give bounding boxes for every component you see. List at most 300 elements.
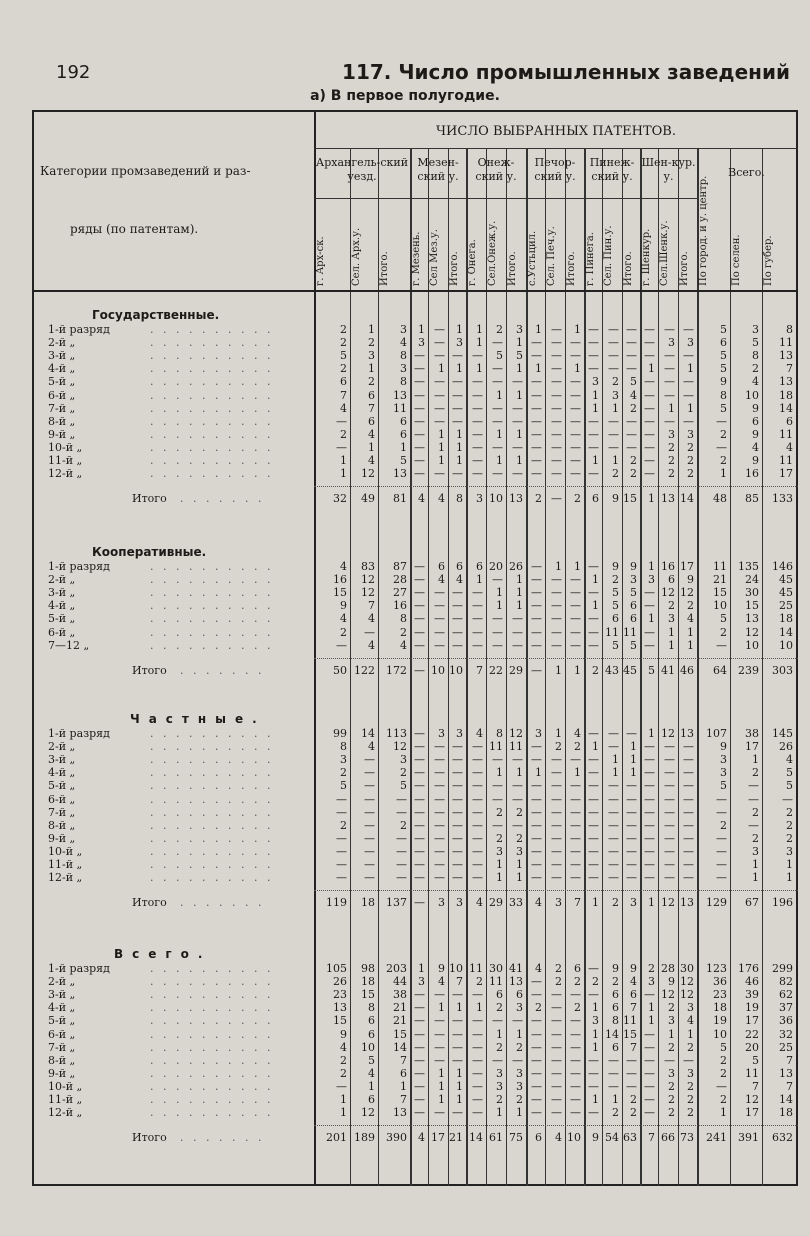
table-cell: — [551,414,562,428]
table-cell: 17 [745,740,759,754]
table-cell: — [551,612,562,626]
table-cell: — [472,625,483,639]
table-cell: — [608,818,619,832]
table-cell: — [531,858,542,871]
table-cell: — [570,414,581,428]
table-cell: 2 [720,427,727,441]
table-cell: 14 [361,727,375,740]
table-cell: 176 [738,962,759,975]
table-cell: 6 [368,1027,375,1041]
row-dots: . . . . . . . . . . [150,625,274,639]
table-cell-total: 18 [361,896,375,910]
table-cell: 3 [612,388,619,402]
table-cell: — [644,805,655,819]
table-cell: 2 [720,625,727,639]
table-cell: — [664,858,675,871]
table-cell: — [551,573,562,587]
column-header-top: ЧИСЛО ВЫБРАННЫХ ПАТЕНТОВ. [435,124,676,139]
row-label: Итого [132,1131,167,1145]
table-cell: — [492,625,503,639]
table-cell: — [414,1040,425,1054]
row-dots: . . . . . . . . . . [150,401,274,415]
table-cell: — [551,586,562,600]
table-cell: 12 [680,586,694,600]
table-cell-total: 1 [648,896,655,910]
table-cell-total: 3 [476,492,483,506]
table-cell: — [551,1053,562,1067]
table-cell: 1 [496,858,503,871]
table-cell: 1 [438,440,445,454]
row-label: 11-й „ [48,1093,83,1106]
table-cell: — [588,831,599,845]
table-cell: 1 [592,1027,599,1041]
table-cell: 6 [516,988,523,1002]
table-cell: — [570,1106,581,1120]
table-cell-total: 632 [772,1131,793,1145]
table-cell: 1 [555,727,562,740]
table-cell: 25 [779,599,793,613]
table-cell: 1 [438,1066,445,1080]
table-cell: — [452,638,463,652]
table-cell: 2 [496,323,503,336]
table-cell: 11 [509,740,523,754]
table-cell: 2 [496,1040,503,1054]
table-cell: 3 [340,753,347,767]
row-label: 8-й „ [48,1053,76,1067]
table-cell: — [364,858,375,871]
table-cell: 5 [630,638,637,652]
table-cell: 6 [630,612,637,626]
table-cell: 3 [418,336,425,350]
table-cell: 12 [680,975,694,989]
table-cell-total: 13 [509,492,523,506]
table-cell-total: 7 [574,896,581,910]
table-cell: 1 [438,1079,445,1093]
table-cell: — [551,467,562,481]
table-cell: — [472,792,483,806]
table-cell: 13 [393,467,407,481]
column-header: Сел. Пин.у. [603,225,614,286]
table-cell: 1 [574,766,581,780]
table-cell-total: 3 [456,896,463,910]
table-cell: 299 [772,962,793,975]
table-cell: — [414,599,425,613]
table-cell: 5 [720,362,727,376]
table-cell-total: 303 [772,663,793,677]
row-label: 9-й „ [48,831,76,845]
table-cell: 6 [574,962,581,975]
table-cell: — [452,844,463,858]
row-label: 6-й „ [48,625,76,639]
table-cell: 1 [786,871,793,885]
table-cell: 3 [516,1079,523,1093]
table-cell: — [644,414,655,428]
column-header: Итого. [679,251,690,286]
row-dots: . . . . . . . [180,1131,265,1145]
table-cell: — [551,401,562,415]
table-cell: 1 [648,1001,655,1015]
table-cell: 1 [648,560,655,573]
table-cell: 19 [745,1001,759,1015]
row-dots: . . . . . . . . . . [150,414,274,428]
table-cell: 2 [687,599,694,613]
table-cell: — [531,1093,542,1106]
table-cell: — [414,414,425,428]
table-cell: — [608,871,619,885]
table-cell: — [472,1040,483,1054]
table-cell: 2 [516,805,523,819]
table-cell: — [644,454,655,467]
table-cell: 8 [612,1014,619,1028]
table-cell: 11 [779,336,793,350]
table-cell: — [452,753,463,767]
table-cell: — [472,1014,483,1028]
table-cell: 2 [574,740,581,754]
table-cell: — [644,401,655,415]
table-cell: 10 [713,1027,727,1041]
table-cell: 4 [368,612,375,626]
table-cell: — [644,792,655,806]
table-cell: — [570,858,581,871]
table-cell: — [434,467,445,481]
table-cell: — [588,612,599,626]
table-cell: 6 [496,988,503,1002]
table-cell: 13 [333,1001,347,1015]
table-cell: — [336,792,347,806]
table-cell: 5 [516,349,523,363]
table-cell: 20 [489,560,503,573]
table-cell: 5 [752,1053,759,1067]
table-cell: — [551,818,562,832]
table-cell: 5 [720,612,727,626]
table-cell: — [570,1014,581,1028]
row-label: 9-й „ [48,427,76,441]
table-cell: 1 [668,625,675,639]
table-cell-total: 8 [456,492,463,506]
table-cell-total: 33 [509,896,523,910]
table-cell: 5 [612,638,619,652]
table-cell: — [452,805,463,819]
table-cell: — [434,1106,445,1120]
table-cell: 11 [489,975,503,989]
table-cell: — [531,427,542,441]
table-cell: — [683,323,694,336]
row-label: Итого [132,492,167,506]
table-cell: — [364,844,375,858]
table-cell: — [452,871,463,885]
table-cell: — [531,844,542,858]
table-cell: — [531,753,542,767]
row-dots: . . . . . . . . . . [150,1093,274,1106]
row-dots: . . . . . . . . . . [150,573,274,587]
row-label: 4-й „ [48,362,76,376]
table-cell: 1 [592,740,599,754]
table-cell: — [452,766,463,780]
table-cell: — [644,375,655,389]
table-cell: 14 [779,1093,793,1106]
table-cell: — [664,323,675,336]
row-label: 6-й „ [48,792,76,806]
row-label: 1-й разряд [48,560,110,573]
table-cell: — [716,1079,727,1093]
table-cell: 1 [368,362,375,376]
table-cell: — [626,323,637,336]
table-cell-total: 43 [605,663,619,677]
table-cell-total: 1 [592,896,599,910]
table-cell: 6 [400,427,407,441]
table-cell-total: 13 [680,896,694,910]
table-cell: 2 [668,467,675,481]
table-cell-total: 10 [449,663,463,677]
table-cell: 1 [687,401,694,415]
table-cell: 12 [661,727,675,740]
table-cell: 1 [592,401,599,415]
table-cell: 2 [786,818,793,832]
table-cell-total: 29 [489,896,503,910]
table-cell: 3 [687,1066,694,1080]
table-cell: — [492,638,503,652]
table-cell: 1 [668,1027,675,1041]
column-group-header: Мезен-ский у. [417,156,459,183]
table-cell: — [626,779,637,793]
table-cell: — [626,1079,637,1093]
table-cell: 1 [555,560,562,573]
table-cell: 99 [333,727,347,740]
table-cell: — [588,1106,599,1120]
table-cell: — [472,1093,483,1106]
table-cell: 8 [400,612,407,626]
table-cell: — [644,1079,655,1093]
table-cell: 3 [418,975,425,989]
table-cell: — [626,414,637,428]
table-cell: — [472,831,483,845]
table-cell: 1 [612,753,619,767]
row-label: 6-й „ [48,1027,76,1041]
table-cell-total: 201 [326,1131,347,1145]
table-cell: — [683,844,694,858]
table-cell: 7 [456,975,463,989]
table-cell: — [472,440,483,454]
table-cell: — [414,454,425,467]
table-cell: 11 [393,401,407,415]
table-cell: 15 [361,988,375,1002]
table-cell: 6 [668,573,675,587]
table-cell: 11 [623,1014,637,1028]
table-cell: 5 [368,1053,375,1067]
table-cell: — [512,753,523,767]
table-cell: 6 [752,414,759,428]
table-cell: 8 [400,375,407,389]
table-cell: 5 [720,401,727,415]
row-dots: . . . . . . . . . . [150,818,274,832]
table-cell-total: 133 [772,492,793,506]
table-cell-total: 22 [489,663,503,677]
table-cell: — [588,362,599,376]
table-cell: — [492,467,503,481]
table-cell: 1 [592,599,599,613]
table-cell: 9 [612,962,619,975]
table-cell: 2 [720,1093,727,1106]
table-cell-total: 13 [661,492,675,506]
table-cell: — [452,375,463,389]
table-cell: — [414,1014,425,1028]
table-cell: 145 [772,727,793,740]
table-cell: 1 [476,1001,483,1015]
table-cell: — [531,638,542,652]
table-cell: 13 [680,727,694,740]
table-cell: 11 [779,454,793,467]
table-cell: 3 [786,844,793,858]
table-cell: — [716,414,727,428]
table-cell: 9 [340,599,347,613]
table-cell: 1 [648,612,655,626]
table-cell: 2 [752,805,759,819]
column-group-header: Архангель-ский уезд. [315,156,409,183]
table-cell: — [414,818,425,832]
column-header: г. Арх-ск. [315,236,326,286]
table-cell: 8 [720,388,727,402]
table-cell: — [434,612,445,626]
table-cell: 1 [340,467,347,481]
table-cell: — [716,844,727,858]
table-cell: 3 [630,573,637,587]
table-cell: 15 [713,586,727,600]
table-cell: 1 [612,401,619,415]
table-cell: 1 [496,871,503,885]
table-cell: 2 [687,1093,694,1106]
table-cell: 2 [340,766,347,780]
row-label: 5-й „ [48,375,76,389]
table-cell-total: 4 [476,896,483,910]
table-cell: — [531,988,542,1002]
table-cell: 4 [368,638,375,652]
table-cell: — [608,792,619,806]
table-cell: — [531,1079,542,1093]
table-cell: 1 [456,323,463,336]
table-cell: — [414,792,425,806]
row-dots: . . . . . . . . . . [150,440,274,454]
table-cell: — [588,560,599,573]
table-cell: 10 [779,638,793,652]
table-cell: 3 [687,1001,694,1015]
table-cell: — [414,831,425,845]
table-cell-total: 9 [612,492,619,506]
table-cell: — [626,818,637,832]
table-cell: — [434,625,445,639]
table-cell: 4 [630,975,637,989]
row-dots: . . . . . . . . . . [150,427,274,441]
table-cell: — [664,740,675,754]
table-cell: 10 [745,388,759,402]
table-cell-total: — [551,492,562,506]
table-cell: — [434,988,445,1002]
table-cell: — [492,1014,503,1028]
row-dots: . . . . . . . [180,663,265,677]
table-cell: 2 [668,1079,675,1093]
row-label: 3-й „ [48,988,76,1002]
table-cell: 15 [333,586,347,600]
table-cell: — [608,831,619,845]
table-cell: 2 [574,1001,581,1015]
column-header: с.Устьцил. [527,230,538,286]
table-cell: — [608,427,619,441]
table-cell-total: 49 [361,492,375,506]
table-cell: — [644,740,655,754]
table-cell: 11 [489,740,503,754]
table-cell: — [512,467,523,481]
table-cell: 1 [516,362,523,376]
table-cell: 1 [516,336,523,350]
table-cell: — [434,792,445,806]
table-cell: 14 [393,1040,407,1054]
table-cell: — [570,586,581,600]
table-cell-total: 172 [386,663,407,677]
table-cell: 17 [745,1106,759,1120]
table-cell: — [531,599,542,613]
table-cell: 9 [630,560,637,573]
row-dots: . . . . . . . . . . [150,1001,274,1015]
table-cell: — [472,427,483,441]
divider-line [314,1125,798,1126]
table-cell: — [683,818,694,832]
table-cell-total: 50 [333,663,347,677]
table-cell-total: 390 [386,1131,407,1145]
table-cell: — [716,858,727,871]
row-label: 3-й „ [48,349,76,363]
table-cell: 1 [400,440,407,454]
table-cell: — [452,1053,463,1067]
table-cell: 20 [745,1040,759,1054]
table-cell: — [664,1053,675,1067]
table-cell: 10 [713,599,727,613]
table-cell: 32 [779,1027,793,1041]
table-cell: 18 [779,612,793,626]
row-dots: . . . . . . . . . . [150,362,274,376]
row-label: 11-й „ [48,858,83,871]
table-cell: — [414,612,425,626]
table-cell: — [414,586,425,600]
table-cell: — [434,844,445,858]
column-group-header: Онеж-ский у. [475,156,517,183]
table-cell: 11 [623,625,637,639]
table-cell: 1 [516,599,523,613]
table-cell: — [551,805,562,819]
table-cell: — [588,871,599,885]
table-cell: — [434,871,445,885]
table-cell: 25 [779,1040,793,1054]
row-label: 8-й „ [48,818,76,832]
column-header: Итого. [507,251,518,286]
row-dots: . . . . . . . . . . [150,805,274,819]
table-cell: 1 [574,362,581,376]
table-cell: — [570,988,581,1002]
row-header: ряды (по патентам). [70,222,199,236]
table-cell: 2 [668,1106,675,1120]
table-cell: 2 [496,805,503,819]
table-cell: 2 [668,599,675,613]
table-cell: 1 [612,454,619,467]
table-cell: — [434,586,445,600]
table-cell: 1 [720,1106,727,1120]
table-cell: — [434,599,445,613]
table-cell: 2 [720,1053,727,1067]
table-cell: 7 [786,1053,793,1067]
table-cell: — [551,844,562,858]
table-cell: — [364,831,375,845]
table-cell: — [683,740,694,754]
table-cell-total: 7 [648,1131,655,1145]
table-cell: — [588,349,599,363]
